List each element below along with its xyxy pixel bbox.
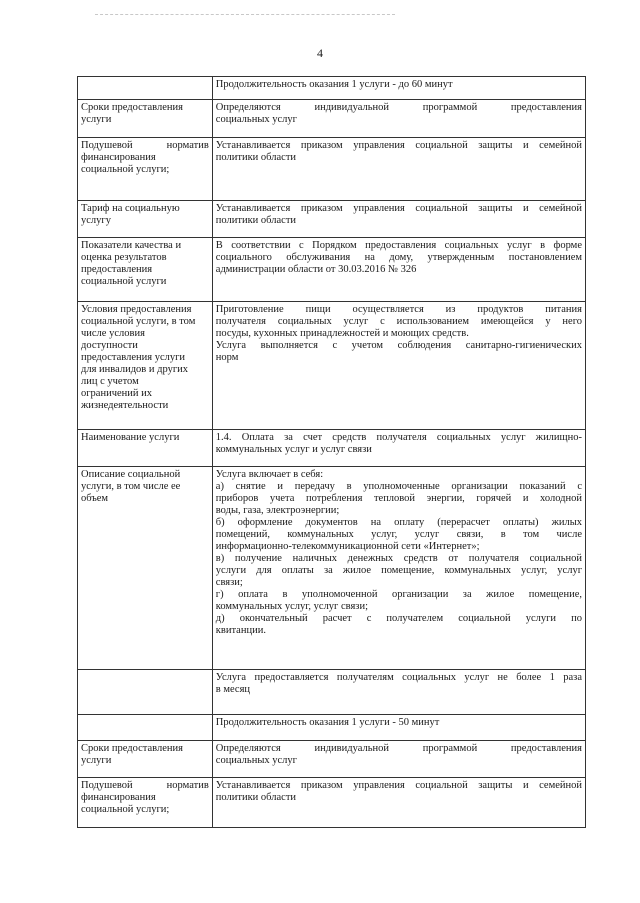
text-line: д) окончательный расчет с получателем социальной услуги по [215, 613, 582, 624]
text-line: социального обслуживания на дому, утвержденным постановлением [215, 252, 582, 263]
row-label [78, 715, 213, 741]
text-line: объем [81, 493, 109, 504]
text-line: норм [215, 352, 239, 363]
text-line: социальной услуги [81, 276, 167, 287]
text-line: Услуга предоставляется получателям социальных услуг не более 1 раза [215, 672, 582, 683]
text-line: политики области [215, 152, 297, 163]
text-line: политики области [215, 792, 297, 803]
row-value [212, 77, 585, 100]
text-line: для инвалидов и других [81, 364, 189, 375]
text-line: Продолжительность оказания 1 услуги - до 60 минут [215, 79, 453, 90]
services-table [77, 76, 586, 828]
text-line: социальной услуги; [81, 804, 170, 815]
text-line: оценка результатов [81, 252, 167, 263]
text-line: доступности [81, 340, 138, 351]
text-line: помещений, коммунальных услуг, услуг связи, в том числе [215, 529, 582, 540]
text-line: Устанавливается приказом управления социальной защиты и семейной [215, 203, 582, 214]
text-line: числе условия [81, 328, 145, 339]
row-value [212, 302, 585, 430]
scan-artifact [95, 14, 395, 17]
text-line: б) оформление документов на оплату (перерасчет оплаты) жилых [215, 517, 582, 528]
text-line: Устанавливается приказом управления социальной защиты и семейной [215, 140, 582, 151]
table-row [78, 238, 586, 302]
text-line: услуги [81, 114, 112, 125]
text-line: в) получение наличных денежных средств от получателя социальной [215, 553, 582, 564]
text-line: воды, газа, электроэнергии; [215, 505, 340, 516]
row-label [78, 100, 213, 138]
text-line: Подушевой норматив [81, 140, 209, 151]
table-row [78, 715, 586, 741]
text-line: В соответствии с Порядком предоставления социальных услуг в форме [215, 240, 582, 251]
text-line: 1.4. Оплата за счет средств получателя социальных услуг жилищно- [215, 432, 582, 443]
row-label [78, 778, 213, 828]
text-line: квитанции. [215, 625, 266, 636]
row-value [212, 238, 585, 302]
text-line: коммунальных услуг, услуг связи; [215, 601, 368, 612]
text-line: Наименование услуги [81, 432, 180, 443]
text-line: услуги, в том числе ее [81, 481, 181, 492]
text-line: Описание социальной [81, 469, 181, 480]
row-label [78, 430, 213, 467]
text-line: финансирования [81, 792, 156, 803]
text-line: а) снятие и передачу в уполномоченные организации показаний с [215, 481, 582, 492]
text-line: услуги [81, 755, 112, 766]
table-row [78, 302, 586, 430]
text-line: Подушевой норматив [81, 780, 209, 791]
row-label [78, 467, 213, 670]
text-line: социальных услуг [215, 114, 297, 125]
row-label [78, 238, 213, 302]
text-line: администрации области от 30.03.2016 № 326 [215, 264, 417, 275]
text-line: финансирования [81, 152, 156, 163]
text-line: социальной услуги; [81, 164, 170, 175]
table-row [78, 77, 586, 100]
text-line: коммунальных услуг и услуг связи [215, 444, 372, 455]
row-label [78, 201, 213, 238]
text-line: социальных услуг [215, 755, 297, 766]
text-line: Услуга включает в себя: [215, 469, 324, 480]
row-label [78, 302, 213, 430]
table-row [78, 138, 586, 201]
text-line: услуги для оплаты за жилое помещение, коммунальных услуг, услуг [215, 565, 582, 576]
text-line: Приготовление пищи осуществляется из продуктов питания [215, 304, 582, 315]
text-line: Сроки предоставления [81, 102, 183, 113]
table-row [78, 467, 586, 670]
row-label [78, 77, 213, 100]
text-line: приборов учета потребления тепловой энергии, горячей и холодной [215, 493, 582, 504]
text-line: Устанавливается приказом управления социальной защиты и семейной [215, 780, 582, 791]
text-line: Показатели качества и [81, 240, 182, 251]
text-line: посуды, кухонных принадлежностей и моющих средств. [215, 328, 469, 339]
row-value [212, 778, 585, 828]
row-value [212, 741, 585, 778]
text-line: в месяц [215, 684, 251, 695]
row-label [78, 670, 213, 715]
table-row [78, 778, 586, 828]
text-line: социальной услуги, в том [81, 316, 196, 327]
row-value [212, 430, 585, 467]
text-line: информационно-телекоммуникационной сети «Интернет»; [215, 541, 480, 552]
text-line: предоставления [81, 264, 153, 275]
text-line: г) оплата в уполномоченной организации за жилое помещение, [215, 589, 582, 600]
text-line: лиц с учетом [81, 376, 139, 387]
text-line: Определяются индивидуальной программой предоставления [215, 743, 582, 754]
table-row [78, 741, 586, 778]
text-line: услугу [81, 215, 111, 226]
table-row [78, 100, 586, 138]
text-line: Условия предоставления [81, 304, 192, 315]
row-value [212, 467, 585, 670]
text-line: связи; [215, 577, 243, 588]
row-value [212, 715, 585, 741]
text-line: Продолжительность оказания 1 услуги - 50 минут [215, 717, 440, 728]
page-number: 4 [317, 46, 323, 60]
row-value [212, 201, 585, 238]
text-line: Сроки предоставления [81, 743, 183, 754]
table-row [78, 670, 586, 715]
text-line: политики области [215, 215, 297, 226]
row-label [78, 138, 213, 201]
row-value [212, 670, 585, 715]
text-line: Определяются индивидуальной программой предоставления [215, 102, 582, 113]
row-value [212, 100, 585, 138]
text-line: ограничений их [81, 388, 152, 399]
row-value [212, 138, 585, 201]
text-line: получателя социальных услуг с использованием имеющейся у него [215, 316, 582, 327]
text-line: Услуга выполняется с учетом соблюдения санитарно-гигиенических [215, 340, 582, 351]
table-row [78, 430, 586, 467]
text-line: жизнедеятельности [81, 400, 169, 411]
text-line: предоставления услуги [81, 352, 186, 363]
row-label [78, 741, 213, 778]
text-line: Тариф на социальную [81, 203, 180, 214]
table-row [78, 201, 586, 238]
